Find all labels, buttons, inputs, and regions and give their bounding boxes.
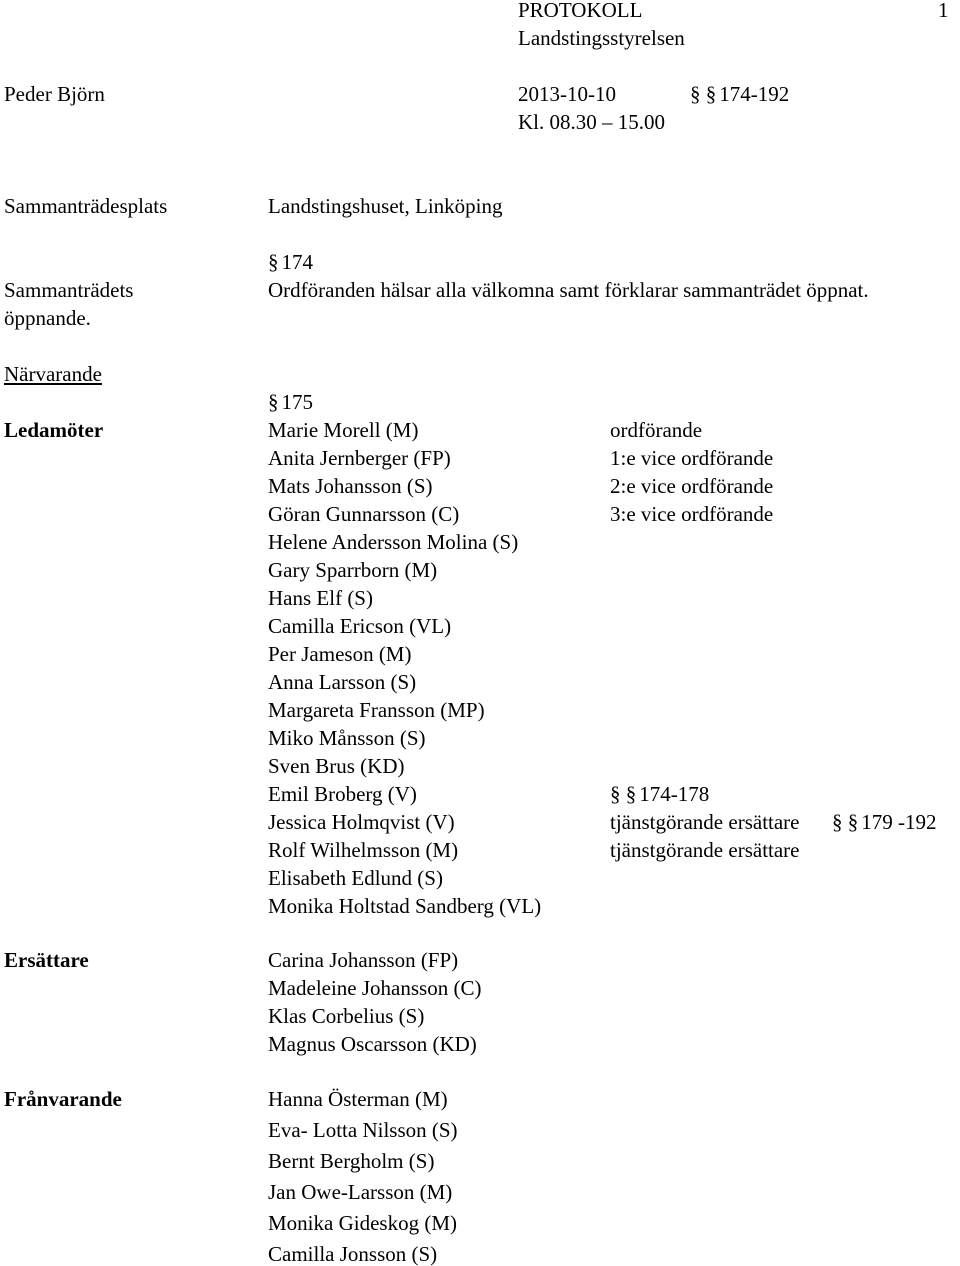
member-name: Miko Månsson (S) (268, 726, 426, 750)
meeting-place-label: Sammanträdesplats (4, 194, 168, 218)
absent-name: Jan Owe-Larsson (M) (268, 1180, 453, 1204)
member-role: 2:e vice ordförande (610, 474, 774, 498)
meeting-date: 2013-10-10 (518, 82, 616, 106)
member-name: Per Jameson (M) (268, 642, 412, 666)
member-name: Göran Gunnarsson (C) (268, 502, 460, 526)
substitute-name: Carina Johansson (FP) (268, 948, 459, 972)
member-name: Sven Brus (KD) (268, 754, 405, 778)
opening-text: Ordföranden hälsar alla välkomna samt förklarar sammanträdet öppnat. (268, 278, 869, 302)
member-name: Marie Morell (M) (268, 418, 419, 442)
member-name: Anna Larsson (S) (268, 670, 417, 694)
member-name: Emil Broberg (V) (268, 782, 417, 806)
absent-name: Eva- Lotta Nilsson (S) (268, 1118, 458, 1142)
attendance-heading: Närvarande (4, 362, 102, 386)
substitute-name: Klas Corbelius (S) (268, 1004, 425, 1028)
member-name: Gary Sparrborn (M) (268, 558, 438, 582)
members-label: Ledamöter (4, 418, 104, 442)
member-name: Mats Johansson (S) (268, 474, 433, 498)
member-name: Camilla Ericson (VL) (268, 614, 452, 638)
substitutes-label: Ersättare (4, 948, 89, 972)
member-name: Anita Jernberger (FP) (268, 446, 451, 470)
member-name: Monika Holtstad Sandberg (VL) (268, 894, 542, 918)
absent-label: Frånvarande (4, 1087, 122, 1111)
member-role: 3:e vice ordförande (610, 502, 774, 526)
member-role: 1:e vice ordförande (610, 446, 774, 470)
absent-name: Monika Gideskog (M) (268, 1211, 457, 1235)
organization-name: Landstingsstyrelsen (518, 26, 685, 50)
substitute-name: Magnus Oscarsson (KD) (268, 1032, 477, 1056)
member-name: Rolf Wilhelmsson (M) (268, 838, 459, 862)
absent-name: Camilla Jonsson (S) (268, 1242, 438, 1266)
meeting-time: Kl. 08.30 – 15.00 (518, 110, 665, 134)
member-name: Hans Elf (S) (268, 586, 373, 610)
absent-name: Bernt Bergholm (S) (268, 1149, 435, 1173)
opening-paragraph: § 174 (268, 252, 313, 273)
substitute-name: Madeleine Johansson (C) (268, 976, 482, 1000)
member-role: tjänstgörande ersättare (610, 810, 800, 834)
member-paragraph-range: § § 174-178 (610, 784, 709, 805)
attendance-paragraph: § 175 (268, 392, 313, 413)
meeting-place-value: Landstingshuset, Linköping (268, 194, 503, 218)
opening-label-line2: öppnande. (4, 306, 91, 330)
absent-name: Hanna Österman (M) (268, 1087, 448, 1111)
member-name: Helene Andersson Molina (S) (268, 530, 519, 554)
member-paragraph-range: § § 179 -192 (832, 812, 937, 833)
opening-label-line1: Sammanträdets (4, 278, 134, 302)
author-name: Peder Björn (4, 82, 105, 106)
member-name: Margareta Fransson (MP) (268, 698, 485, 722)
page-number: 1 (938, 0, 949, 22)
member-role: tjänstgörande ersättare (610, 838, 800, 862)
paragraph-range: § § 174-192 (690, 84, 789, 105)
member-name: Elisabeth Edlund (S) (268, 866, 443, 890)
document-type: PROTOKOLL (518, 0, 643, 22)
member-name: Jessica Holmqvist (V) (268, 810, 455, 834)
member-role: ordförande (610, 418, 703, 442)
